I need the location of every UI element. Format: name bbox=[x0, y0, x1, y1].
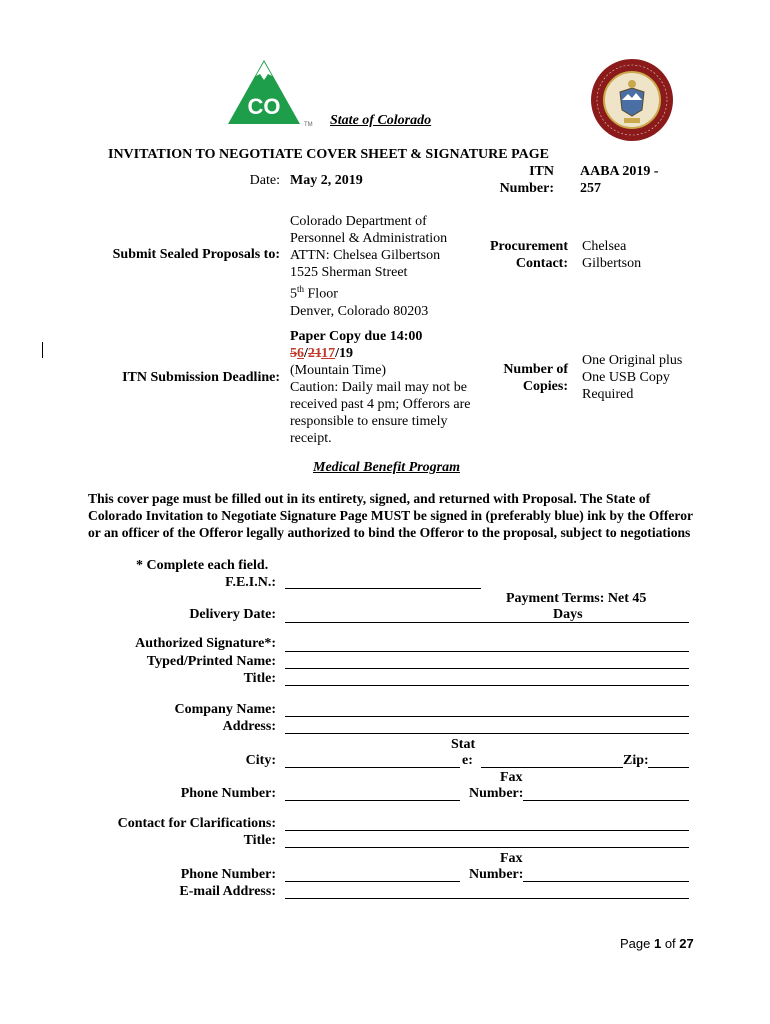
logo-co-text: CO bbox=[247, 94, 281, 119]
address-line-3: ATTN: Chelsea Gilbertson bbox=[290, 248, 441, 263]
delivery-date-label: Delivery Date: bbox=[189, 607, 276, 622]
submit-address bbox=[290, 213, 447, 320]
state-field[interactable] bbox=[481, 767, 623, 768]
complete-note: * Complete each field. bbox=[136, 558, 269, 573]
deadline-label: ITN Submission Deadline: bbox=[122, 370, 280, 385]
typed-name-field[interactable] bbox=[285, 668, 689, 669]
fein-label: F.E.I.N.: bbox=[225, 575, 276, 590]
phone2-label: Phone Number: bbox=[180, 867, 276, 882]
title-label: Title: bbox=[243, 671, 276, 686]
old-month: 5 bbox=[290, 346, 297, 361]
city-label: City: bbox=[245, 753, 276, 768]
payment-terms-1: Payment Terms: Net 45 bbox=[506, 591, 647, 606]
document-title: INVITATION TO NEGOTIATE COVER SHEET & SIGNATURE PAGE bbox=[108, 147, 549, 162]
title2-field[interactable] bbox=[285, 847, 689, 848]
page-number: Page 1 of 27 bbox=[620, 936, 694, 951]
procurement-value-1: Chelsea bbox=[582, 239, 627, 254]
fein-field[interactable] bbox=[285, 588, 481, 589]
procurement-label-2: Contact: bbox=[515, 256, 568, 271]
itn-number-label-2: Number: bbox=[499, 181, 554, 196]
program-title: Medical Benefit Program bbox=[313, 460, 460, 475]
phone-field[interactable] bbox=[285, 800, 460, 801]
new-month: 6 bbox=[297, 346, 304, 361]
title-field[interactable] bbox=[285, 685, 689, 686]
copies-label-2: Copies: bbox=[522, 379, 568, 394]
delivery-date-field[interactable] bbox=[285, 622, 689, 623]
copies-value-1: One Original plus bbox=[582, 353, 683, 368]
fax2-field[interactable] bbox=[523, 881, 689, 882]
typed-name-label: Typed/Printed Name: bbox=[146, 654, 276, 669]
old-day: 21 bbox=[307, 346, 322, 361]
phone-label: Phone Number: bbox=[180, 786, 276, 801]
new-day: 17 bbox=[321, 346, 336, 361]
state-label-1: Stat bbox=[451, 737, 476, 752]
authorized-signature-field[interactable] bbox=[285, 651, 689, 652]
state-seal bbox=[590, 58, 674, 142]
fax-field[interactable] bbox=[523, 800, 689, 801]
fax-label-2: Number: bbox=[469, 786, 524, 801]
copies-value-2: One USB Copy bbox=[582, 370, 670, 385]
procurement-label-1: Procurement bbox=[489, 239, 568, 254]
address-label: Address: bbox=[222, 719, 276, 734]
email-label: E-mail Address: bbox=[179, 884, 276, 899]
address-field[interactable] bbox=[285, 733, 689, 734]
fax2-label-2: Number: bbox=[469, 867, 524, 882]
contact-clarifications-field[interactable] bbox=[285, 830, 689, 831]
address-line-4: 1525 Sherman Street bbox=[290, 265, 408, 280]
deadline-line-3: (Mountain Time) bbox=[290, 363, 387, 378]
instructions-text: This cover page must be filled out in its entirety, signed, and returned with Proposal. The State of Colorado Invitation to Negotiate Signature Page MUST be signed in (preferably blue) ink by the Offeror or an officer of the Offeror legally authorized to bind the Offeror to the proposal, subject to negotiations bbox=[88, 491, 693, 540]
deadline-details bbox=[290, 328, 471, 447]
date-value: May 2, 2019 bbox=[290, 173, 363, 188]
deadline-line-1: Paper Copy due 14:00 bbox=[290, 329, 423, 344]
company-name-field[interactable] bbox=[285, 716, 689, 717]
address-line-5: 5th Floor bbox=[290, 284, 338, 302]
trademark-mark: TM bbox=[304, 122, 313, 128]
procurement-value-2: Gilbertson bbox=[582, 256, 642, 271]
address-line-1: Colorado Department of bbox=[290, 214, 427, 229]
address-line-6: Denver, Colorado 80203 bbox=[290, 303, 429, 319]
phone2-field[interactable] bbox=[285, 881, 460, 882]
title2-label: Title: bbox=[243, 833, 276, 848]
copies-value-3: Required bbox=[582, 387, 634, 402]
company-name-label: Company Name: bbox=[174, 702, 276, 717]
email-field[interactable] bbox=[285, 898, 689, 899]
date-label: Date: bbox=[249, 173, 280, 188]
fax-label-1: Fax bbox=[500, 770, 523, 785]
submit-label: Submit Sealed Proposals to: bbox=[112, 247, 280, 262]
text-cursor bbox=[42, 342, 43, 358]
fax2-label-1: Fax bbox=[500, 851, 523, 866]
deadline-line-5: received past 4 pm; Offerors are bbox=[290, 397, 471, 412]
itn-number-value-1: AABA 2019 - bbox=[580, 164, 659, 179]
state-name: State of Colorado bbox=[330, 113, 432, 128]
zip-field[interactable] bbox=[648, 767, 689, 768]
address-line-2: Personnel & Administration bbox=[290, 231, 448, 246]
deadline-line-7: receipt. bbox=[290, 431, 332, 446]
payment-terms-2: Days bbox=[553, 607, 583, 622]
co-logo bbox=[226, 58, 302, 126]
itn-number-value-2: 257 bbox=[580, 181, 601, 196]
copies-label-1: Number of bbox=[503, 362, 568, 377]
authorized-signature-label: Authorized Signature*: bbox=[135, 636, 276, 651]
itn-number-label-1: ITN bbox=[529, 164, 554, 179]
state-label-2: e: bbox=[462, 753, 473, 768]
zip-label: Zip: bbox=[623, 753, 649, 768]
deadline-date: 56/2117/19 bbox=[290, 346, 354, 361]
deadline-line-4: Caution: Daily mail may not be bbox=[290, 380, 467, 395]
contact-clarifications-label: Contact for Clarifications: bbox=[117, 816, 276, 831]
city-field[interactable] bbox=[285, 767, 460, 768]
deadline-line-6: responsible to ensure timely bbox=[290, 414, 448, 429]
